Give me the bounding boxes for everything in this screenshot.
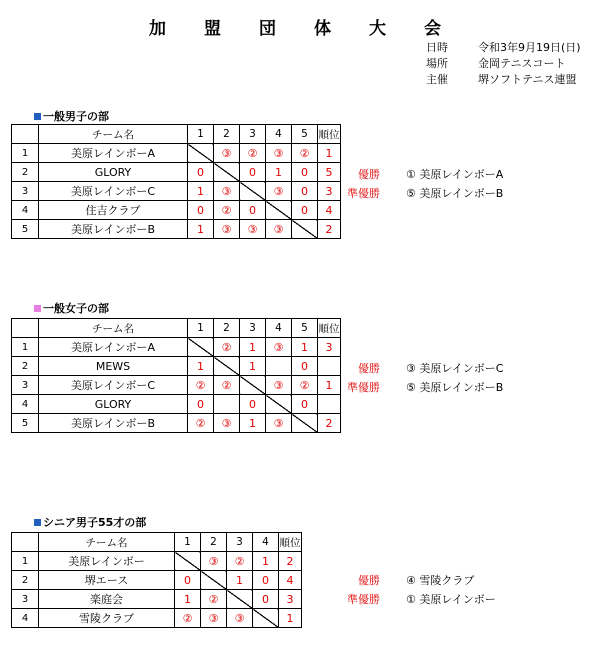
result-label: 優勝	[358, 574, 380, 587]
table-row	[12, 590, 302, 609]
team-name: 美原レインボーB	[39, 220, 188, 239]
winner-result	[320, 572, 474, 588]
header-cell-opponent: 5	[292, 319, 318, 338]
section-label-text: シニア男子55才の部	[43, 516, 147, 529]
rank-cell: 1	[318, 376, 341, 395]
team-name: 美原レインボーA	[39, 144, 188, 163]
rank-cell: 2	[318, 414, 341, 433]
result-label: 準優勝	[347, 187, 380, 200]
header-cell-opponent: 3	[240, 319, 266, 338]
score-cell: ③	[266, 376, 292, 395]
row-number: 2	[12, 357, 39, 376]
self-match-cell	[292, 220, 318, 239]
score-cell: ③	[201, 552, 227, 571]
score-cell: 0	[188, 163, 214, 182]
table-header-row	[12, 319, 341, 338]
header-cell-opponent: 3	[227, 533, 253, 552]
score-cell: ②	[175, 609, 201, 628]
table-row	[12, 163, 341, 182]
table-header-row	[12, 125, 341, 144]
winner-result	[320, 360, 504, 376]
runner-up-result	[320, 591, 496, 607]
header-cell-blank	[12, 533, 39, 552]
table-row	[12, 338, 341, 357]
self-match-cell	[201, 571, 227, 590]
info-key: 主催	[426, 73, 448, 86]
info-row-date	[426, 40, 581, 56]
header-cell-opponent: 4	[266, 125, 292, 144]
score-cell: 1	[240, 357, 266, 376]
result-label: 優勝	[358, 168, 380, 181]
team-name: GLORY	[39, 395, 188, 414]
section-label	[34, 108, 109, 124]
rank-cell: 4	[279, 571, 302, 590]
score-cell: ③	[266, 182, 292, 201]
section-label	[34, 300, 109, 316]
score-cell: 1	[240, 338, 266, 357]
score-cell: ③	[266, 220, 292, 239]
self-match-cell	[292, 414, 318, 433]
score-cell: 1	[266, 163, 292, 182]
header-cell-opponent: 3	[240, 125, 266, 144]
rank-cell: 3	[279, 590, 302, 609]
table-row	[12, 182, 341, 201]
result-value: ① 美原レインボー	[406, 593, 496, 606]
team-name: 堺エース	[39, 571, 175, 590]
score-cell: ③	[214, 414, 240, 433]
score-cell: 0	[240, 395, 266, 414]
header-cell-rank: 順位	[279, 533, 302, 552]
team-name: 雪陵クラブ	[39, 609, 175, 628]
table-header-row	[12, 533, 302, 552]
score-cell: 0	[292, 395, 318, 414]
header-cell-blank	[12, 319, 39, 338]
score-cell: 0	[292, 182, 318, 201]
score-cell: ②	[188, 414, 214, 433]
header-cell-rank: 順位	[318, 125, 341, 144]
score-cell: ③	[240, 220, 266, 239]
row-number: 2	[12, 571, 39, 590]
row-number: 3	[12, 590, 39, 609]
header-cell-opponent: 1	[188, 125, 214, 144]
score-cell	[214, 395, 240, 414]
score-cell: 1	[240, 414, 266, 433]
score-cell	[266, 357, 292, 376]
score-cell: ③	[266, 414, 292, 433]
team-name: 美原レインボーC	[39, 182, 188, 201]
score-cell: ③	[214, 182, 240, 201]
self-match-cell	[253, 609, 279, 628]
self-match-cell	[214, 163, 240, 182]
score-cell: 0	[188, 395, 214, 414]
result-value: ③ 美原レインボーC	[406, 362, 504, 375]
header-cell-opponent: 1	[175, 533, 201, 552]
header-cell-blank	[12, 125, 39, 144]
rank-cell: 3	[318, 182, 341, 201]
square-marker-icon	[34, 519, 41, 526]
score-cell: ②	[214, 376, 240, 395]
score-cell: 1	[188, 220, 214, 239]
score-cell: ②	[292, 376, 318, 395]
self-match-cell	[240, 182, 266, 201]
result-value: ⑤ 美原レインボーB	[406, 381, 504, 394]
section-label-text: 一般女子の部	[43, 302, 109, 315]
score-cell: 0	[292, 163, 318, 182]
section-label-text: 一般男子の部	[43, 110, 109, 123]
info-value: 令和3年9月19日(日)	[478, 41, 581, 54]
score-cell: 0	[240, 163, 266, 182]
self-match-cell	[266, 395, 292, 414]
header-cell-opponent: 2	[214, 319, 240, 338]
runner-up-result	[320, 185, 503, 201]
score-cell: 1	[188, 182, 214, 201]
self-match-cell	[266, 201, 292, 220]
info-value: 堺ソフトテニス連盟	[478, 73, 577, 86]
row-number: 1	[12, 552, 39, 571]
square-marker-icon	[34, 113, 41, 120]
rank-cell: 5	[318, 163, 341, 182]
score-cell: 0	[175, 571, 201, 590]
rank-cell: 2	[279, 552, 302, 571]
score-cell: 0	[292, 357, 318, 376]
score-cell: 1	[175, 590, 201, 609]
score-cell: ③	[266, 338, 292, 357]
result-label: 準優勝	[347, 381, 380, 394]
result-value: ⑤ 美原レインボーB	[406, 187, 504, 200]
header-cell-opponent: 4	[266, 319, 292, 338]
row-number: 4	[12, 609, 39, 628]
team-name: 住吉クラブ	[39, 201, 188, 220]
row-number: 1	[12, 144, 39, 163]
results-table	[11, 318, 341, 433]
score-cell: ③	[227, 609, 253, 628]
team-name: GLORY	[39, 163, 188, 182]
self-match-cell	[227, 590, 253, 609]
score-cell: ③	[214, 144, 240, 163]
header-cell-rank: 順位	[318, 319, 341, 338]
score-cell: 0	[240, 201, 266, 220]
table-row	[12, 201, 341, 220]
header-cell-team: チーム名	[39, 319, 188, 338]
row-number: 5	[12, 414, 39, 433]
header-cell-opponent: 2	[214, 125, 240, 144]
score-cell: ②	[214, 338, 240, 357]
info-row-place	[426, 56, 581, 72]
self-match-cell	[188, 144, 214, 163]
rank-cell: 2	[318, 220, 341, 239]
score-cell: ③	[214, 220, 240, 239]
event-info	[426, 40, 581, 88]
header-cell-opponent: 5	[292, 125, 318, 144]
score-cell: 1	[188, 357, 214, 376]
runner-up-result	[320, 379, 503, 395]
table-row	[12, 571, 302, 590]
info-row-host	[426, 72, 581, 88]
score-cell: ②	[292, 144, 318, 163]
info-value: 金岡テニスコート	[478, 57, 566, 70]
table-row	[12, 552, 302, 571]
score-cell: ②	[240, 144, 266, 163]
rank-cell: 1	[279, 609, 302, 628]
result-label: 優勝	[358, 362, 380, 375]
info-key: 場所	[426, 57, 448, 70]
row-number: 3	[12, 182, 39, 201]
score-cell: 1	[253, 552, 279, 571]
row-number: 4	[12, 395, 39, 414]
score-cell: 0	[188, 201, 214, 220]
score-cell: 0	[292, 201, 318, 220]
table-row	[12, 395, 341, 414]
score-cell: 0	[253, 590, 279, 609]
rank-cell	[318, 395, 341, 414]
header-cell-opponent: 1	[188, 319, 214, 338]
team-name: 美原レインボーA	[39, 338, 188, 357]
team-name: 美原レインボーC	[39, 376, 188, 395]
score-cell: ②	[214, 201, 240, 220]
table-row	[12, 357, 341, 376]
row-number: 1	[12, 338, 39, 357]
result-value: ④ 雪陵クラブ	[406, 574, 475, 587]
team-name: MEWS	[39, 357, 188, 376]
result-value: ① 美原レインボーA	[406, 168, 504, 181]
self-match-cell	[240, 376, 266, 395]
header-cell-opponent: 2	[201, 533, 227, 552]
header-cell-team: チーム名	[39, 533, 175, 552]
table-row	[12, 376, 341, 395]
self-match-cell	[188, 338, 214, 357]
row-number: 2	[12, 163, 39, 182]
row-number: 3	[12, 376, 39, 395]
square-marker-icon	[34, 305, 41, 312]
team-name: 美原レインボーB	[39, 414, 188, 433]
score-cell: 0	[253, 571, 279, 590]
results-table	[11, 532, 302, 628]
header-cell-team: チーム名	[39, 125, 188, 144]
table-row	[12, 144, 341, 163]
score-cell: ②	[201, 590, 227, 609]
score-cell: ③	[266, 144, 292, 163]
rank-cell: 3	[318, 338, 341, 357]
result-label: 準優勝	[347, 593, 380, 606]
table-row	[12, 220, 341, 239]
score-cell: 1	[292, 338, 318, 357]
team-name: 楽庭会	[39, 590, 175, 609]
row-number: 5	[12, 220, 39, 239]
page-title: 加盟団体大会	[149, 19, 479, 39]
rank-cell: 1	[318, 144, 341, 163]
results-table	[11, 124, 341, 239]
score-cell: ③	[201, 609, 227, 628]
table-row	[12, 414, 341, 433]
row-number: 4	[12, 201, 39, 220]
score-cell: ②	[188, 376, 214, 395]
rank-cell: 4	[318, 201, 341, 220]
section-label	[34, 514, 146, 530]
info-key: 日時	[426, 41, 448, 54]
score-cell: ②	[227, 552, 253, 571]
header-cell-opponent: 4	[253, 533, 279, 552]
score-cell: 1	[227, 571, 253, 590]
self-match-cell	[175, 552, 201, 571]
self-match-cell	[214, 357, 240, 376]
table-row	[12, 609, 302, 628]
team-name: 美原レインボー	[39, 552, 175, 571]
winner-result	[320, 166, 503, 182]
